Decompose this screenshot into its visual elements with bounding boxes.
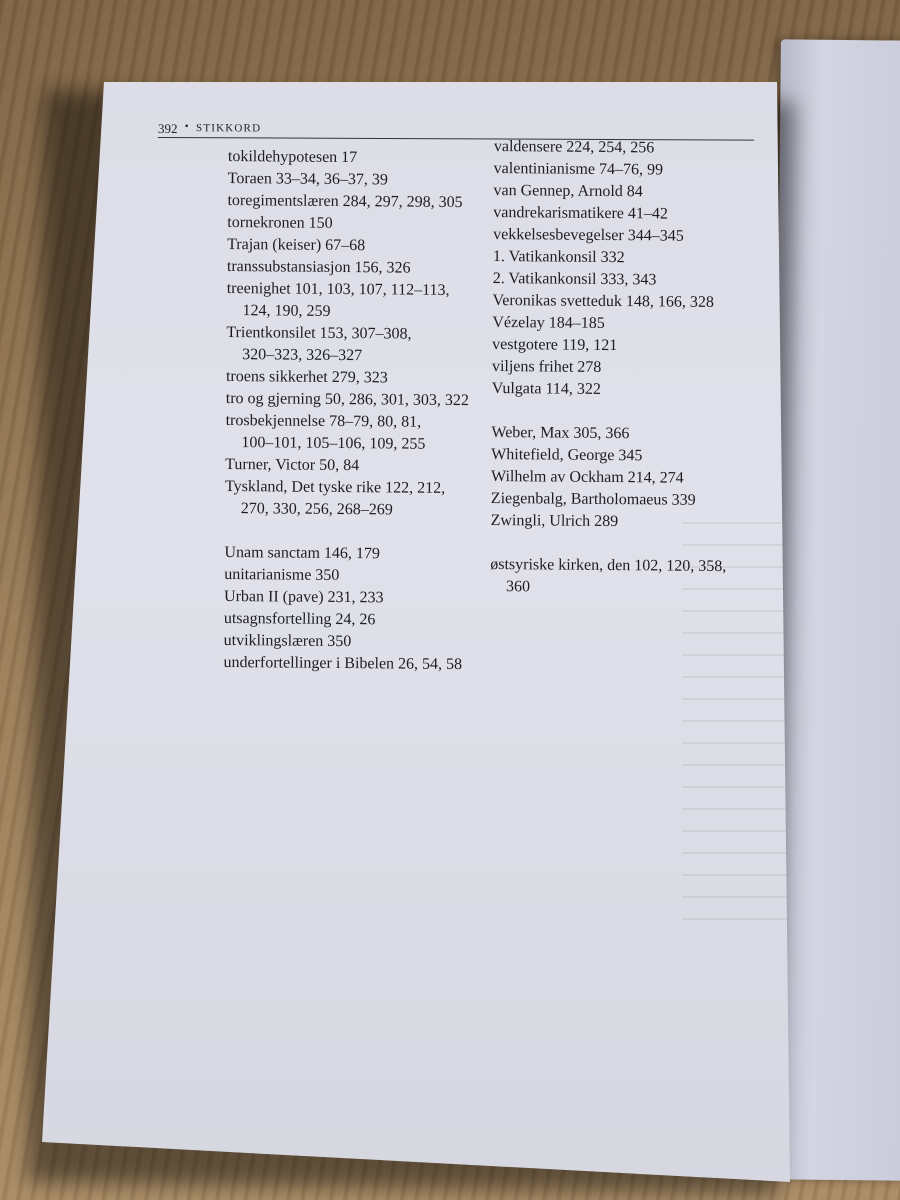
index-entry: Veronikas svetteduk 148, 166, 328 xyxy=(492,291,714,311)
index-entry-continuation: 270, 330, 256, 268–269 xyxy=(240,500,393,519)
index-entry-continuation: 360 xyxy=(505,578,531,596)
index-entry: Trientkonsilet 153, 307–308, xyxy=(226,323,412,343)
index-entry: treenighet 101, 103, 107, 112–113, xyxy=(226,279,450,299)
section-title: STIKKORD xyxy=(196,122,262,135)
index-entry-continuation: 124, 190, 259 xyxy=(242,302,331,320)
index-entry: valdensere 224, 254, 256 xyxy=(493,137,655,157)
index-entry: Urban II (pave) 231, 233 xyxy=(223,587,384,607)
index-entry: utsagnsfortelling 24, 26 xyxy=(223,609,376,629)
index-entry: valentinianisme 74–76, 99 xyxy=(493,159,664,179)
index-entry: transsubstansiasjon 156, 326 xyxy=(226,257,411,277)
index-entry: 1. Vatikankonsil 332 xyxy=(492,247,625,267)
index-entry: Turner, Victor 50, 84 xyxy=(225,455,360,475)
index-entry-continuation: 320–323, 326–327 xyxy=(242,346,363,365)
page-number: 392 xyxy=(158,121,178,137)
index-entry: utviklingslæren 350 xyxy=(223,631,352,651)
index-entry: Tyskland, Det tyske rike 122, 212, xyxy=(224,477,446,497)
index-entry: Vézelay 184–185 xyxy=(492,313,605,332)
index-column-left xyxy=(223,146,518,677)
index-entry: unitarianisme 350 xyxy=(224,565,340,584)
index-entry: vandrekarismatikere 41–42 xyxy=(493,203,669,223)
index-column-right xyxy=(490,136,764,600)
index-entry: østsyriske kirken, den 102, 120, 358, xyxy=(490,555,727,576)
index-entry: Whitefield, George 345 xyxy=(491,445,643,465)
index-letter-gap xyxy=(225,520,515,545)
index-entry: troens sikkerhet 279, 323 xyxy=(225,367,388,387)
header-bullet: • xyxy=(184,122,190,133)
index-entry: 2. Vatikankonsil 333, 343 xyxy=(492,269,657,289)
index-entry: Vulgata 114, 322 xyxy=(491,379,601,398)
index-letter-gap xyxy=(490,532,760,556)
index-entry: Zwingli, Ulrich 289 xyxy=(490,511,619,531)
index-entry: tokildehypotesen 17 xyxy=(227,147,358,167)
index-entry: vestgotere 119, 121 xyxy=(492,335,618,355)
index-entry: Weber, Max 305, 366 xyxy=(491,423,630,443)
index-entry: Trajan (keiser) 67–68 xyxy=(227,235,366,255)
index-letter-gap xyxy=(492,400,762,424)
index-entry: Toraen 33–34, 36–37, 39 xyxy=(227,169,388,189)
index-entry: Ziegenbalg, Bartholomaeus 339 xyxy=(490,489,696,509)
index-entry: underfortellinger i Bibelen 26, 54, 58 xyxy=(223,653,463,674)
index-entry: viljens frihet 278 xyxy=(491,357,602,376)
index-entry: Wilhelm av Ockham 214, 274 xyxy=(490,467,684,487)
index-entry: toregimentslæren 284, 297, 298, 305 xyxy=(227,191,463,212)
index-entry: trosbekjennelse 78–79, 80, 81, xyxy=(225,411,422,431)
index-entry: van Gennep, Arnold 84 xyxy=(493,181,643,201)
index-entry: Unam sanctam 146, 179 xyxy=(224,543,381,563)
index-entry: tro og gjerning 50, 286, 301, 303, 322 xyxy=(225,389,469,410)
index-entry: vekkelsesbevegelser 344–345 xyxy=(493,225,684,245)
index-entry: tornekronen 150 xyxy=(227,213,333,232)
index-entry-continuation: 100–101, 105–106, 109, 255 xyxy=(241,434,426,453)
